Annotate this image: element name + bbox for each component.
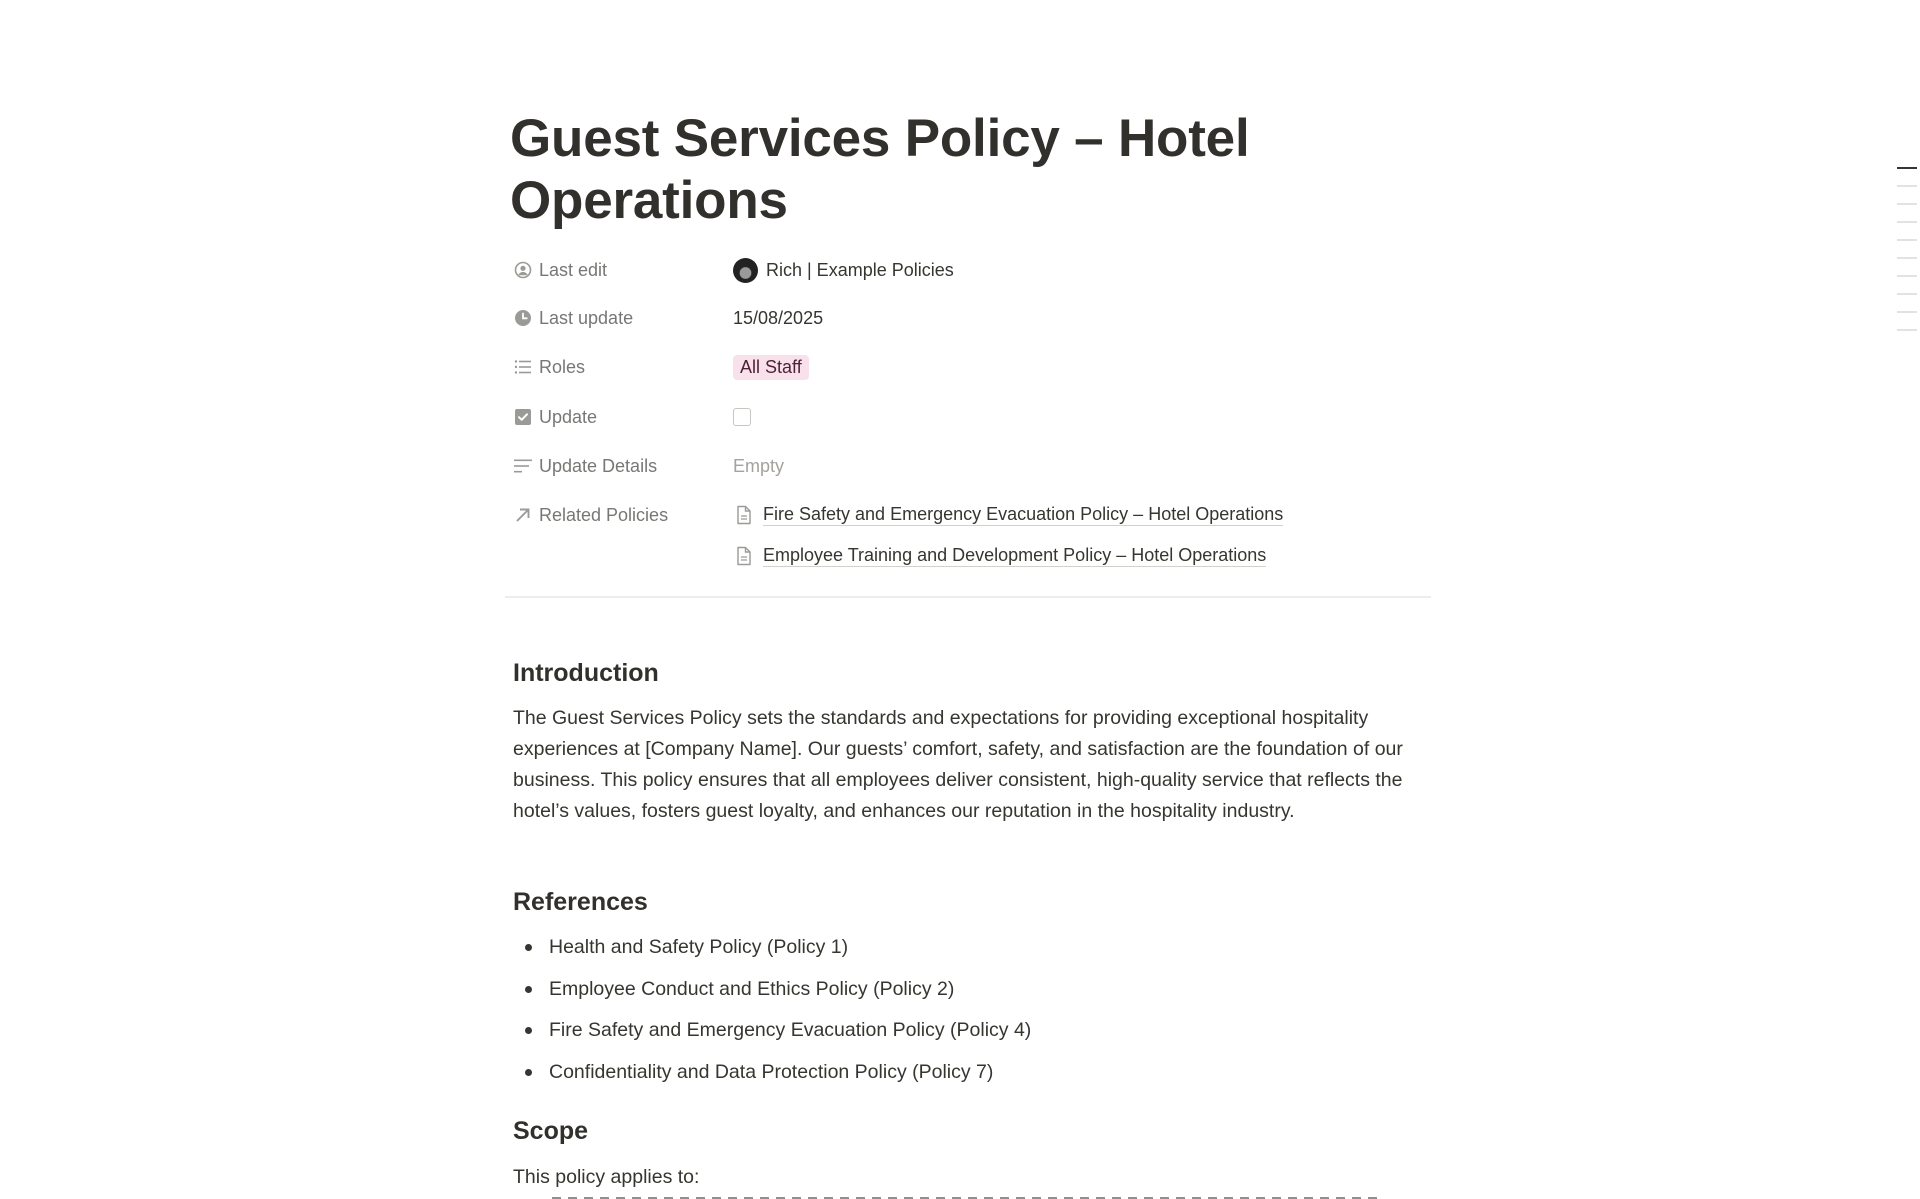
property-label-text: Last edit xyxy=(539,259,608,280)
toc-entry[interactable] xyxy=(1897,203,1917,205)
property-value-last-update[interactable] xyxy=(733,308,823,329)
page-title[interactable]: Guest Services Policy – Hotel Operations xyxy=(510,109,1250,230)
property-last-update xyxy=(513,301,823,335)
property-label-text: Update xyxy=(539,406,598,427)
property-label-last-edit[interactable] xyxy=(513,260,733,281)
list-item[interactable]: Employee Conduct and Ethics Policy (Policy 2) xyxy=(513,974,1031,1016)
last-update-date: 15/08/2025 xyxy=(733,307,824,328)
scope-intro[interactable]: This policy applies to: xyxy=(513,1166,700,1188)
properties-divider xyxy=(505,596,1431,598)
property-update xyxy=(513,400,751,434)
toc-entry[interactable] xyxy=(1897,185,1917,187)
property-label-text: Last update xyxy=(539,307,634,328)
property-label-roles[interactable] xyxy=(513,357,733,378)
property-label-last-update[interactable] xyxy=(513,308,733,329)
checkbox-icon xyxy=(513,407,533,427)
empty-placeholder: Empty xyxy=(733,455,785,476)
references-list xyxy=(513,932,1031,1098)
user-circle-icon xyxy=(513,260,533,280)
list-item[interactable]: Confidentiality and Data Protection Policy (Policy 7) xyxy=(513,1057,1031,1099)
related-policy-title: Fire Safety and Emergency Evacuation Policy – Hotel Operations xyxy=(763,504,1284,524)
property-label-update[interactable] xyxy=(513,407,733,428)
property-value-update-details[interactable] xyxy=(733,456,784,477)
text-lines-icon xyxy=(513,456,533,476)
arrow-up-right-icon xyxy=(513,505,533,525)
heading-introduction: Introduction xyxy=(513,659,659,687)
document-icon xyxy=(733,545,755,567)
property-roles xyxy=(513,350,809,384)
scope-first-item-cutoff xyxy=(552,1193,1382,1199)
toc-entry[interactable] xyxy=(1897,239,1917,241)
avatar xyxy=(733,258,758,283)
role-tag: All Staff xyxy=(733,355,809,380)
toc-entry[interactable] xyxy=(1897,293,1917,295)
property-update-details xyxy=(513,449,784,483)
property-label-text: Update Details xyxy=(539,455,658,476)
related-policy-title: Employee Training and Development Policy – Hotel Operations xyxy=(763,545,1267,565)
editor-name: Rich | Example Policies xyxy=(766,259,954,280)
property-value-last-edit[interactable] xyxy=(733,258,954,283)
update-checkbox[interactable] xyxy=(733,408,751,426)
property-label-related-policies[interactable] xyxy=(513,505,733,526)
toc-entry[interactable] xyxy=(1897,257,1917,259)
table-of-contents-minimap[interactable] xyxy=(1897,167,1917,347)
heading-references: References xyxy=(513,888,648,916)
toc-entry[interactable] xyxy=(1897,167,1917,169)
related-policy-link[interactable] xyxy=(733,503,1283,526)
property-label-text: Roles xyxy=(539,356,586,377)
property-value-update xyxy=(733,408,751,426)
document-icon xyxy=(733,504,755,526)
property-related-policies xyxy=(513,498,1383,565)
property-label-update-details[interactable] xyxy=(513,456,733,477)
related-policy-link[interactable] xyxy=(733,544,1266,567)
property-value-related-policies xyxy=(733,498,1383,565)
toc-entry[interactable] xyxy=(1897,329,1917,331)
heading-scope: Scope xyxy=(513,1117,589,1145)
toc-entry[interactable] xyxy=(1897,221,1917,223)
list-item[interactable]: Fire Safety and Emergency Evacuation Policy (Policy 4) xyxy=(513,1015,1031,1057)
property-last-edit xyxy=(513,253,954,287)
list-item[interactable]: Health and Safety Policy (Policy 1) xyxy=(513,932,1031,974)
property-label-text: Related Policies xyxy=(539,504,669,525)
toc-entry[interactable] xyxy=(1897,311,1917,313)
property-value-roles[interactable] xyxy=(733,355,809,380)
introduction-paragraph[interactable]: The Guest Services Policy sets the standards and expectations for providing exceptional hospitality experiences at [Company Name]. Our guests’ comfort, safety, and satisfaction are the foundation of our business. This policy ensures that all employees deliver consistent, high-quality service that reflects the hotel’s values, fosters guest loyalty, and enhances our reputation in the hospitality industry. xyxy=(513,707,1403,822)
list-icon xyxy=(513,357,533,377)
toc-entry[interactable] xyxy=(1897,275,1917,277)
clock-icon xyxy=(513,308,533,328)
